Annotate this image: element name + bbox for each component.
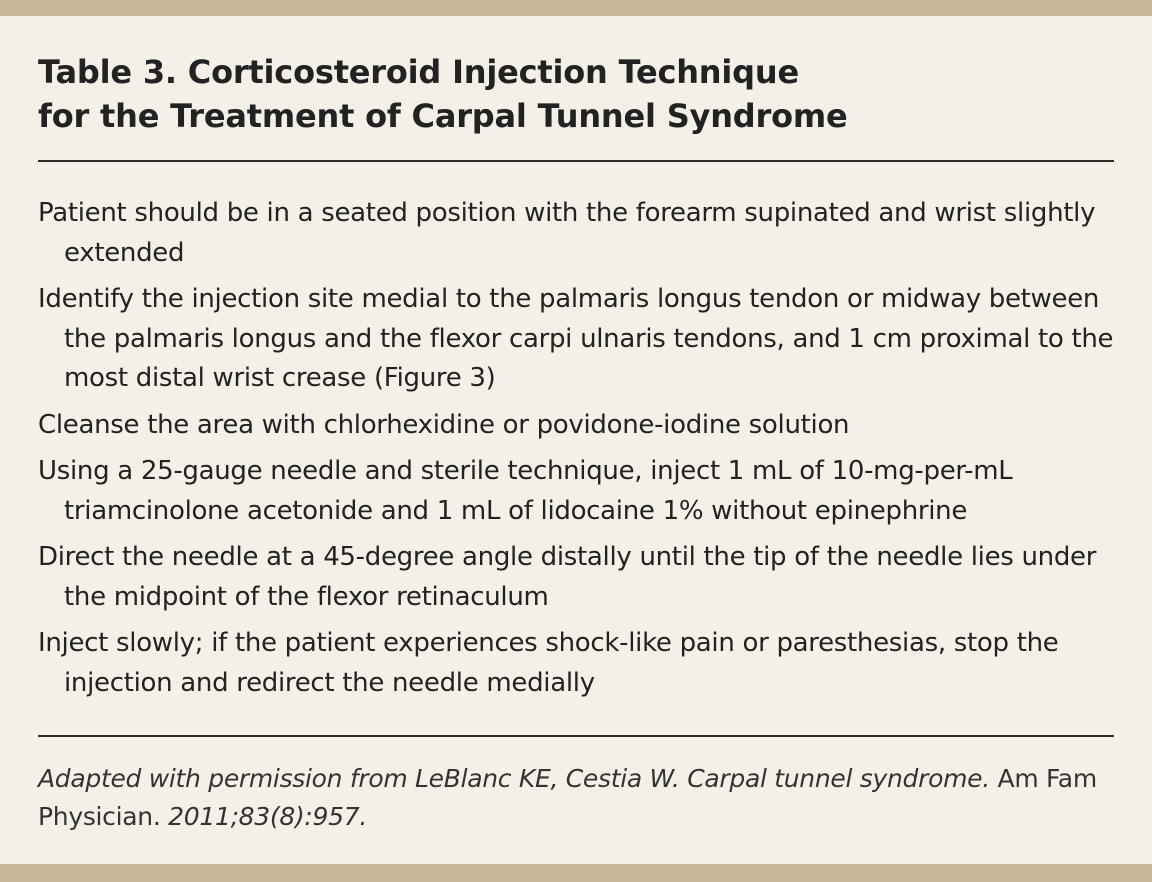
step-item: Inject slowly; if the patient experiences shock-like pain or paresthesias, stop the injection and redirect the needle medially xyxy=(38,628,1059,698)
step-item: Direct the needle at a 45-degree angle distally until the tip of the needle lies under the midpoint of the flexor retinaculum xyxy=(38,542,1097,612)
source-journal: Am Fam Physician. xyxy=(38,764,1097,831)
steps-list xyxy=(38,194,1128,710)
table-title-line-2: for the Treatment of Carpal Tunnel Syndrome xyxy=(38,97,848,135)
top-band xyxy=(0,0,1152,16)
source-note xyxy=(38,760,1118,836)
source-divider xyxy=(38,735,1114,737)
step-item: Cleanse the area with chlorhexidine or povidone-iodine solution xyxy=(38,409,850,440)
source-volume: 2011;83(8):957. xyxy=(168,802,367,831)
table-title xyxy=(38,50,1118,138)
bottom-band xyxy=(0,864,1152,882)
source-citation: Adapted with permission from LeBlanc KE, Cestia W. Carpal tunnel syndrome. xyxy=(38,764,990,793)
step-item: Using a 25-gauge needle and sterile technique, inject 1 mL of 10-mg-per-mL triamcinolone acetonide and 1 mL of lidocaine 1% without epinephrine xyxy=(38,456,1013,526)
title-divider xyxy=(38,160,1114,162)
table-title-line-1: Table 3. Corticosteroid Injection Technique xyxy=(38,53,799,91)
step-item: Identify the injection site medial to the palmaris longus tendon or midway between the palmaris longus and the flexor carpi ulnaris tendons, and 1 cm proximal to the most distal wrist crease (Figure 3) xyxy=(38,284,1114,393)
step-item: Patient should be in a seated position with the forearm supinated and wrist slightly extended xyxy=(38,198,1096,268)
